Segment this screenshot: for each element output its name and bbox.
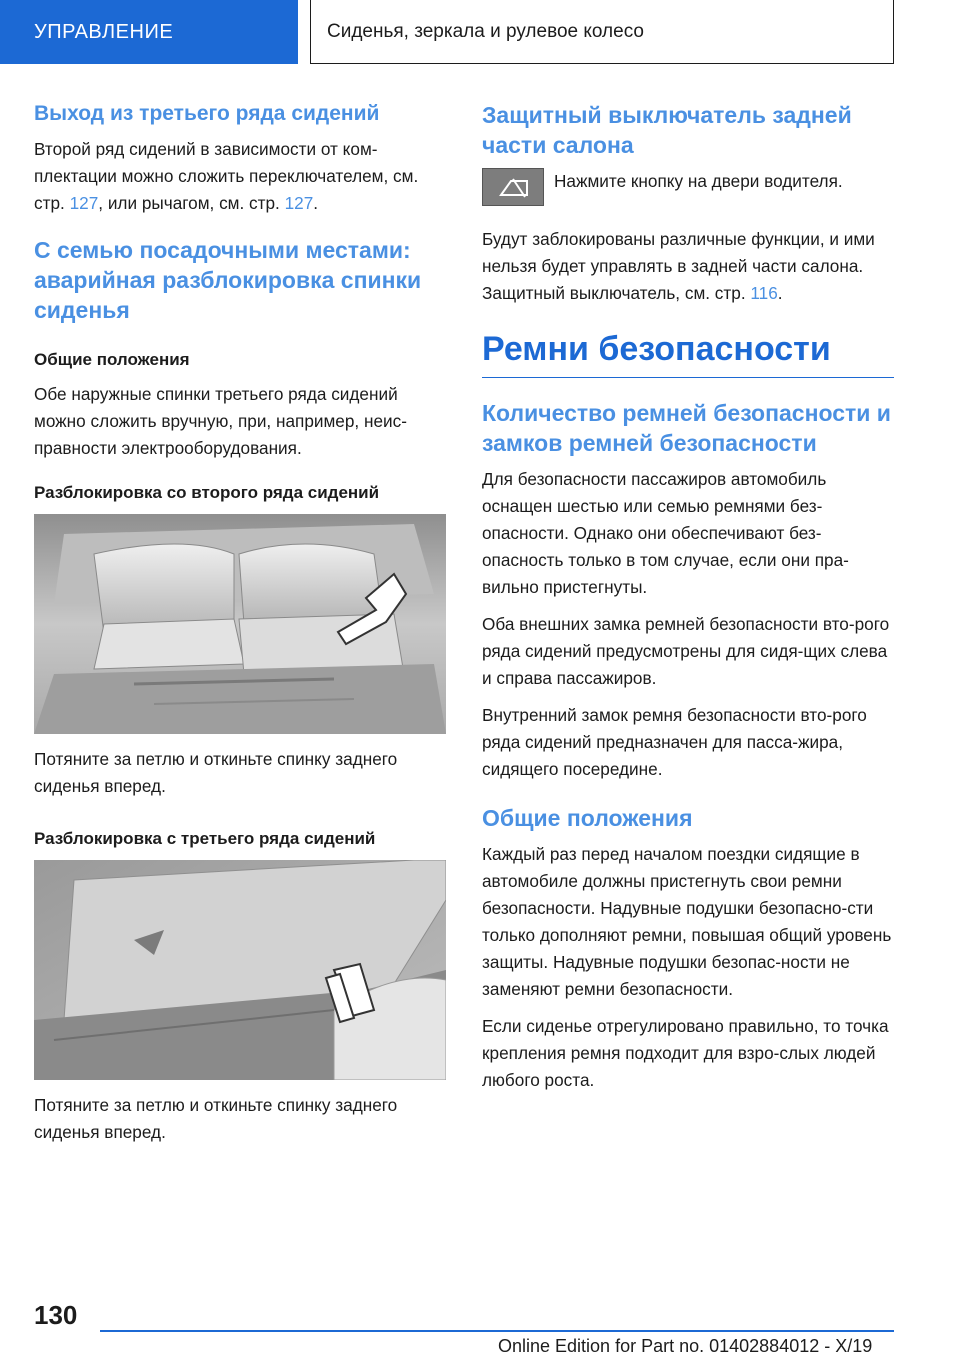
page-link-127-second[interactable]: 127 xyxy=(284,193,314,213)
third-row-seat-image xyxy=(34,860,446,1080)
right-column xyxy=(482,100,894,1104)
page-number: 130 xyxy=(34,1300,78,1330)
exit-heading: Выход из третьего ряда сидений xyxy=(34,102,380,125)
section-tab: УПРАВЛЕНИЕ xyxy=(0,0,298,64)
footer-divider xyxy=(100,1330,894,1332)
belt-count-p1: Для безопасности пассажиров автомобиль оснащен шестью или семью ремнями без-опасности. Однако они обеспечивают без-опасность только в том случае, если они пра-вильно пристегнуты. xyxy=(482,469,849,597)
chapter-title: Сиденья, зеркала и рулевое колесо xyxy=(310,0,894,64)
general-p2: Если сиденье отрегулировано правильно, то точка крепления ремня подходит для взро-слых людей любого роста. xyxy=(482,1016,889,1090)
press-button-text: Нажмите кнопку на двери водителя. xyxy=(554,171,843,191)
exit-text-part3: . xyxy=(313,193,319,213)
general-subheading: Общие положения xyxy=(34,350,190,369)
blocked-text-part2: . xyxy=(777,283,783,303)
page-link-127[interactable]: 127 xyxy=(69,193,99,213)
general-text: Обе наружные спинки третьего ряда сидений можно сложить вручную, при, например, неис-правности электрооборудования. xyxy=(34,384,407,458)
press-button-row xyxy=(482,168,894,226)
child-lock-button-icon xyxy=(482,168,544,206)
general-heading: Общие положения xyxy=(482,805,693,831)
edition-text: Online Edition for Part no. 01402884012 - X/19 xyxy=(498,1336,873,1356)
belt-count-p3: Внутренний замок ремня безопасности вто-рого ряда сидений предназначен для пасса-жира, сидящего посередине. xyxy=(482,705,867,779)
caption-second-row: Потяните за петлю и откиньте спинку заднего сиденья вперед. xyxy=(34,749,398,796)
exit-text-part1: Второй ряд сидений в зависимости от ком-плектации можно сложить переключателем, см. стр. xyxy=(34,139,419,213)
blocked-functions-text xyxy=(482,226,894,307)
belt-count-heading: Количество ремней безопасности и замков ремней безопасности xyxy=(482,400,891,456)
third-row-seat-illustration xyxy=(34,860,446,1080)
second-row-seat-illustration xyxy=(34,514,446,734)
left-column xyxy=(34,100,446,1156)
page-link-116[interactable]: 116 xyxy=(750,283,778,303)
exit-text xyxy=(34,136,446,217)
blocked-text-part1: Будут заблокированы различные функции, и ими нельзя будет управлять в задней части салона. Защитный выключатель, см. стр. xyxy=(482,229,875,303)
exit-text-part2: , или рычагом, см. стр. xyxy=(98,193,285,213)
belt-count-p2: Оба внешних замка ремней безопасности вто-рого ряда сидений предусмотрены для сидя-щих слева и справа пассажиров. xyxy=(482,614,890,688)
seat-belts-title: Ремни безопасности xyxy=(482,327,894,378)
unlock-third-row-heading: Разблокировка с третьего ряда сидений xyxy=(34,829,376,848)
unlock-second-row-heading: Разблокировка со второго ряда сидений xyxy=(34,483,380,502)
second-row-seat-image xyxy=(34,514,446,734)
general-p1: Каждый раз перед началом поездки сидящие в автомобиле должны пристегнуть свои ремни безопасности. Надувные подушки безопасно-сти только дополняют ремни, повышая общий уровень защиты. Надувные подушки безопас-ности не заменяют ремни безопасности. xyxy=(482,844,892,999)
safety-switch-heading: Защитный выключатель задней части салона xyxy=(482,102,852,158)
seven-seats-heading: С семью посадочными местами: аварийная разблокировка спинки сиденья xyxy=(34,237,422,323)
caption-third-row: Потяните за петлю и откиньте спинку заднего сиденья вперед. xyxy=(34,1095,398,1142)
